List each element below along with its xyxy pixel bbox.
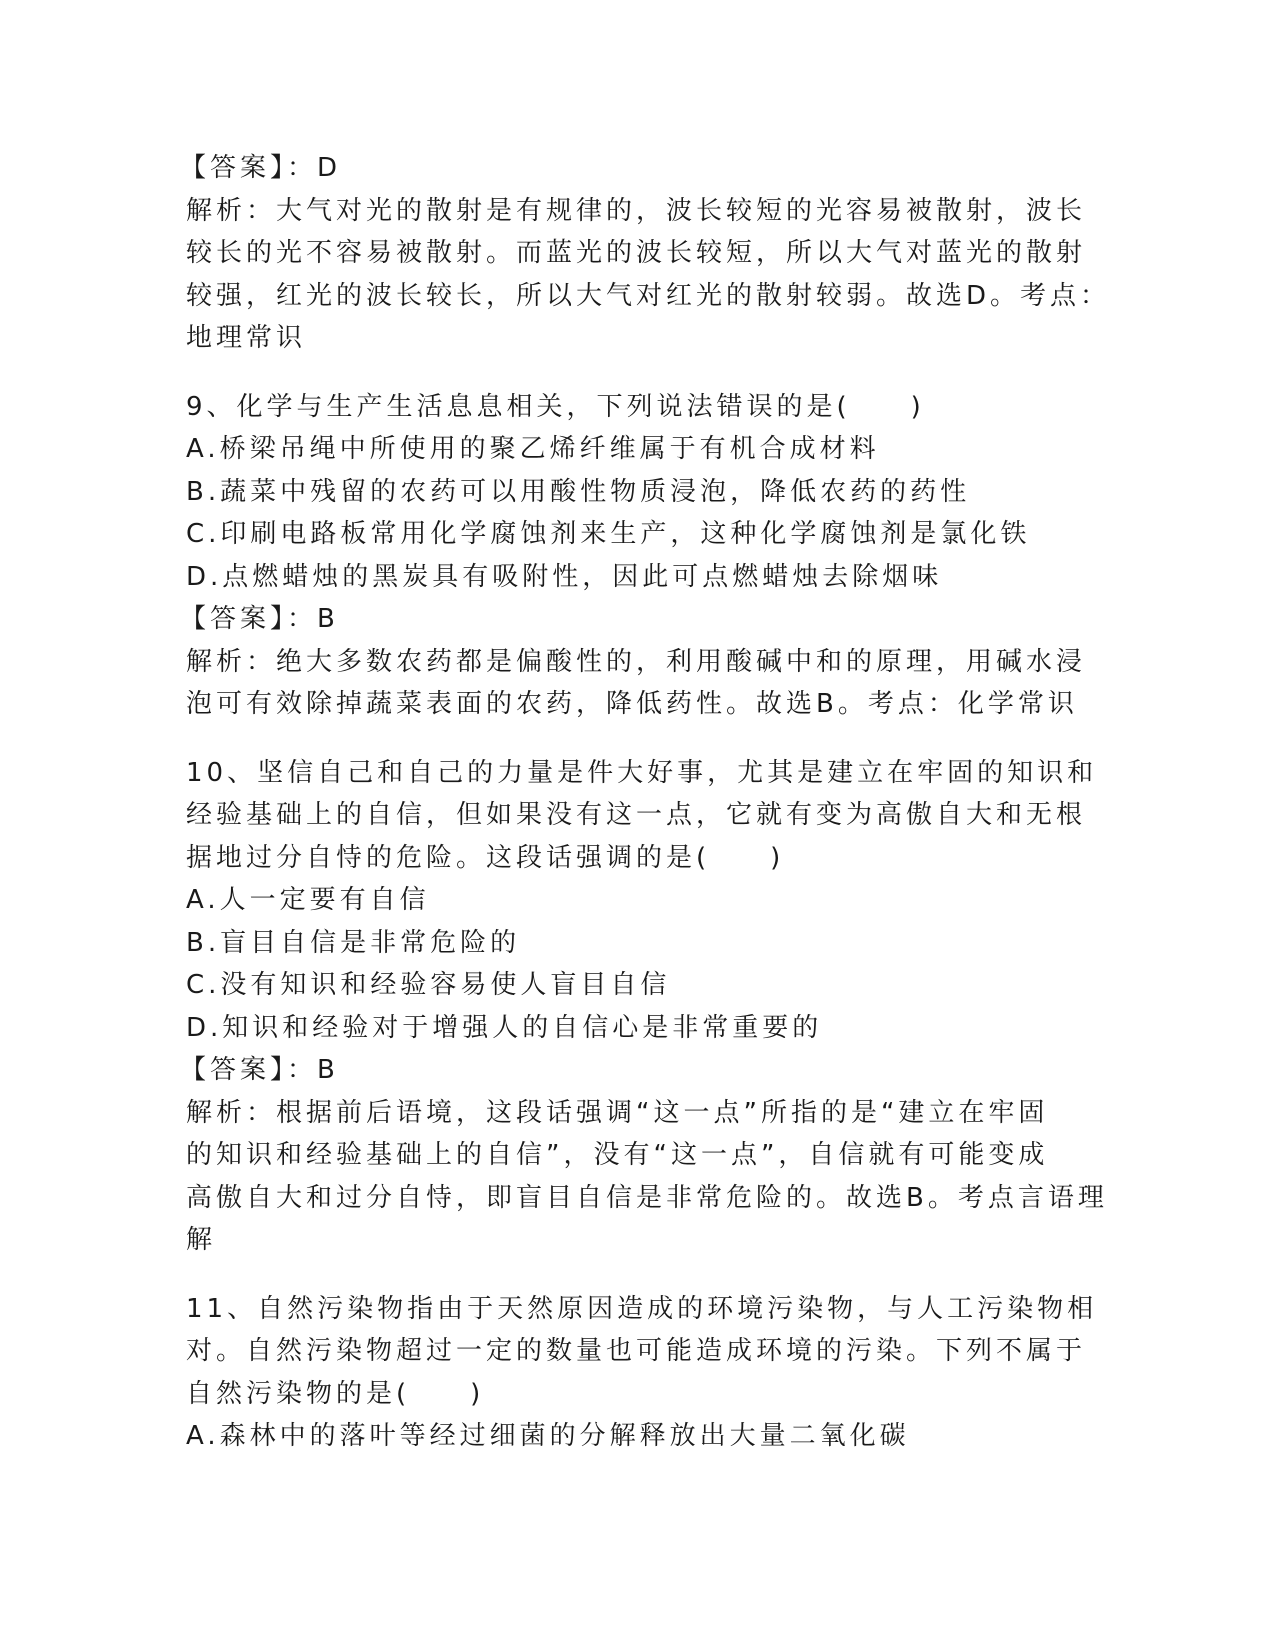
question-stem: 10、坚信自己和自己的力量是件大好事，尤其是建立在牢固的知识和 bbox=[186, 757, 1098, 788]
analysis-line: 解析：绝大多数农药都是偏酸性的，利用酸碱中和的原理，用碱水浸 bbox=[186, 646, 1087, 677]
answer-label: 【答案】：B bbox=[180, 1055, 339, 1085]
option-a: A.森林中的落叶等经过细菌的分解释放出大量二氧化碳 bbox=[186, 1421, 910, 1451]
option-b: B.蔬菜中残留的农药可以用酸性物质浸泡，降低农药的药性 bbox=[186, 476, 971, 507]
option-c: C.没有知识和经验容易使人盲目自信 bbox=[186, 970, 671, 1000]
question-block-10 bbox=[180, 752, 1108, 1262]
question-block-11 bbox=[186, 1288, 1098, 1458]
analysis-line: 解析：大气对光的散射是有规律的，波长较短的光容易被散射，波长 bbox=[186, 195, 1087, 226]
question-block-9 bbox=[180, 386, 1087, 726]
analysis-line: 的知识和经验基础上的自信”，没有“这一点”，自信就有可能变成 bbox=[186, 1140, 1049, 1170]
option-a: A.人一定要有自信 bbox=[186, 885, 430, 915]
analysis-line: 高傲自大和过分自恃，即盲目自信是非常危险的。故选B。考点言语理 bbox=[186, 1182, 1108, 1213]
question-stem: 9、化学与生产生活息息相关，下列说法错误的是( ) bbox=[186, 391, 925, 422]
question-stem: 据地过分自恃的危险。这段话强调的是( ) bbox=[186, 842, 785, 873]
analysis-line: 地理常识 bbox=[186, 323, 307, 353]
analysis-line: 较强，红光的波长较长，所以大气对红光的散射较弱。故选D。考点： bbox=[186, 280, 1111, 311]
option-d: D.知识和经验对于增强人的自信心是非常重要的 bbox=[186, 1012, 823, 1043]
answer-label: 【答案】：B bbox=[180, 604, 339, 634]
option-d: D.点燃蜡烛的黑炭具有吸附性，因此可点燃蜡烛去除烟味 bbox=[186, 561, 943, 592]
question-block-8-answer bbox=[180, 147, 1111, 360]
question-stem: 11、自然污染物指由于天然原因造成的环境污染物，与人工污染物相 bbox=[186, 1293, 1098, 1324]
option-b: B.盲目自信是非常危险的 bbox=[186, 927, 521, 958]
question-stem: 自然污染物的是( ) bbox=[186, 1378, 485, 1409]
analysis-line: 较长的光不容易被散射。而蓝光的波长较短，所以大气对蓝光的散射 bbox=[186, 238, 1087, 268]
analysis-line: 泡可有效除掉蔬菜表面的农药，降低药性。故选B。考点：化学常识 bbox=[186, 689, 1078, 719]
answer-label: 【答案】：D bbox=[180, 153, 342, 183]
document-content bbox=[180, 147, 1111, 1458]
analysis-line: 解 bbox=[186, 1225, 217, 1255]
option-c: C.印刷电路板常用化学腐蚀剂来生产，这种化学腐蚀剂是氯化铁 bbox=[186, 519, 1031, 549]
option-a: A.桥梁吊绳中所使用的聚乙烯纤维属于有机合成材料 bbox=[186, 434, 880, 464]
question-stem: 对。自然污染物超过一定的数量也可能造成环境的污染。下列不属于 bbox=[186, 1336, 1087, 1366]
analysis-line: 解析：根据前后语境，这段话强调“这一点”所指的是“建立在牢固 bbox=[186, 1097, 1049, 1128]
question-stem: 经验基础上的自信，但如果没有这一点，它就有变为高傲自大和无根 bbox=[186, 800, 1087, 830]
